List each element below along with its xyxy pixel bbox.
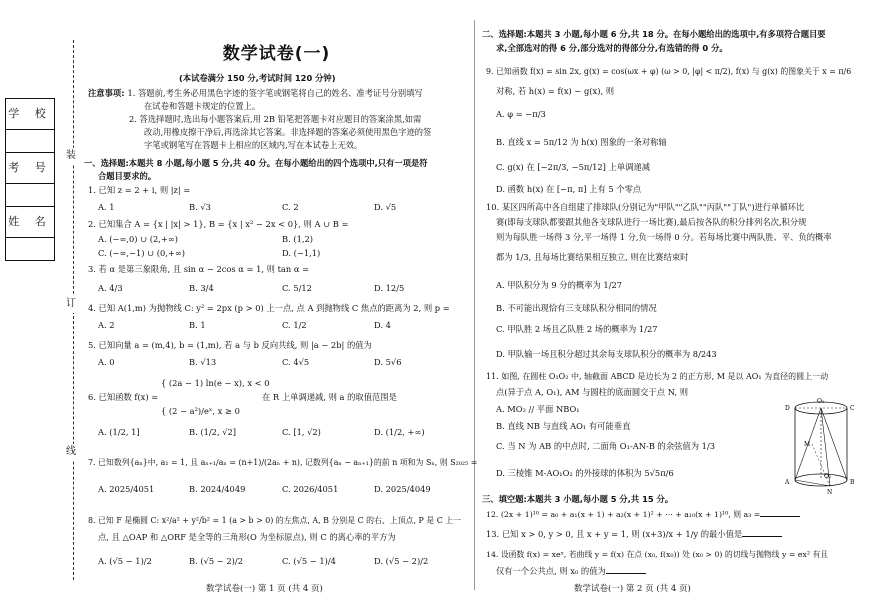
q6-option-c[interactable]: C. [1, √2) [282,427,321,437]
fig-label-n: N [827,489,833,496]
fig-label-a: A [785,479,790,486]
q1-option-b[interactable]: B. √3 [189,202,211,212]
notice-label: 注意事项: [88,88,125,98]
q3-option-b[interactable]: B. 3/4 [189,283,214,293]
q3-option-c[interactable]: C. 5/12 [282,283,312,293]
fig-label-d: D [785,405,790,412]
q9-option-b[interactable]: B. 直线 x = 5π/12 为 h(x) 图象的一条对称轴 [496,137,667,147]
q8-option-d[interactable]: D. (√5 − 2)/2 [374,556,429,566]
q1-option-d[interactable]: D. √5 [374,202,397,212]
q6-option-a[interactable]: A. (1/2, 1] [98,427,140,437]
q12-answer-blank[interactable] [760,516,800,517]
section-2-heading: 二、选择题:本题共 3 小题,每小题 6 分,共 18 分。在每小题给出的选项中,有多项符合题目要 [482,29,826,39]
q2-option-a[interactable]: A. (−∞,0) ∪ (2,+∞) [98,234,178,244]
q8-option-c[interactable]: C. (√5 − 1)/4 [282,556,336,566]
q8-option-b[interactable]: B. (√5 − 2)/2 [189,556,243,566]
q7-option-a[interactable]: A. 2025/4051 [98,484,155,494]
q2-stem: 2. 已知集合 A = {x | |x| > 1}, B = {x | x² − 2x < 0}, 则 A ∪ B = [88,219,349,229]
q10-option-a[interactable]: A. 甲队积分为 9 分的概率为 1/27 [496,280,623,290]
q2-option-b[interactable]: B. (1,2) [282,234,314,244]
bind-mark-ding: 订 [66,296,76,313]
section-2-heading-cont: 求,全部选对的得 6 分,部分选对的得部分分,有选错的得 0 分。 [496,43,728,53]
q13-stem: 13. 已知 x > 0, y > 0, 且 x + y = 1, 则 (x+3)/x + 1/y 的最小值是 [486,529,782,539]
q6-stem: 6. 已知函数 f(x) = [88,392,159,402]
notice-1a: 1. 答题前,考生务必用黑色字迹的签字笔或钢笔将自己的姓名、准考证号分别填写 [127,88,423,98]
q10-stem-4: 都为 1/3, 且每场比赛结果相互独立, 则在比赛结束时 [496,252,689,262]
notice-1b: 在试卷和答题卡规定的位置上。 [144,101,261,111]
q7-stem: 7. 已知数列{aₙ}中, a₁ = 1, 且 aₙ₊₁/aₙ = (n+1)/(2aₙ + n), 记数列{aₙ − aₙ₊₁}的前 n 项和为 Sₙ, 则 S₂₀₂₅ = [88,458,478,467]
q8-stem: 8. 已知 F 是椭圆 C: x²/a² + y²/b² = 1 (a > b > 0) 的左焦点, A, B 分别是 C 的右、上顶点, P 是 C 上一 [88,516,462,525]
q9-option-c[interactable]: C. g(x) 在 [−2π/3, −5π/12] 上单调递减 [496,162,651,172]
section-3-heading: 三、填空题:本题共 3 小题,每小题 5 分,共 15 分。 [482,494,674,504]
section-1-heading: 一、选择题:本题共 8 小题,每小题 5 分,共 40 分。在每小题给出的四个选项中,只有一项是符 [84,158,428,168]
q1-stem: 1. 已知 z = 2 + i, 则 |z| = [88,185,191,195]
q10-option-c[interactable]: C. 甲队胜 2 场且乙队胜 2 场的概率为 1/27 [496,324,658,334]
q13-answer-blank[interactable] [742,536,782,537]
q10-option-b[interactable]: B. 不可能出现恰有三支球队积分相同的情况 [496,303,657,313]
q5-option-c[interactable]: C. 4√5 [282,357,310,367]
name-field[interactable]: 姓 名 [6,207,54,238]
page-2-footer: 数学试卷(一) 第 2 页 (共 4 页) [574,584,691,594]
q11-stem-cont: 点(异于点 A, O₁), AM 与圆柱的底面圆交于点 N, 则 [496,387,689,397]
page-title: 数学试卷(一) [222,44,331,64]
q8-stem-cont: 点, 且 △OAP 和 △ORF 是全等的三角形(O 为坐标原点), 则 C 的离心率的平方为 [98,532,396,542]
notice-2b: 改动,用橡皮擦干净后,再选涂其它答案。非选择题的答案必须使用黑色字迹的签 [144,127,432,137]
q11-option-d[interactable]: D. 三棱锥 M-AO₁O₂ 的外接球的体积为 5√5π/6 [496,468,674,478]
q9-stem-cont: 对称, 若 h(x) = f(x) − g(x), 则 [496,86,615,96]
q9-stem: 9. 已知函数 f(x) = sin 2x, g(x) = cos(ωx + φ) (ω > 0, |φ| < π/2), f(x) 与 g(x) 的图象关于 x = π/6 [486,67,852,76]
q5-option-a[interactable]: A. 0 [98,357,115,367]
page-divider [474,20,475,590]
binding-strip [0,0,70,603]
name-blank[interactable] [6,238,54,260]
q11-stem: 11. 如图, 在圆柱 O₁O₂ 中, 轴截面 ABCD 是边长为 2 的正方形, M 是以 AO₁ 为直径的圆上一动 [486,372,829,381]
q5-option-d[interactable]: D. 5√6 [374,357,402,367]
q6-stem-cont: 在 R 上单调递减, 则 a 的取值范围是 [262,392,397,402]
fig-label-c: C [850,405,855,412]
q10-option-d[interactable]: D. 甲队输一场且积分超过其余每支球队积分的概率为 8/243 [496,349,717,359]
exam-number-field[interactable]: 考 号 [6,153,54,184]
school-blank[interactable] [6,130,54,153]
q10-stem-2: 赛(即每支球队都要跟其他各支球队进行一场比赛),最后按各队的积分排列名次,积分规 [496,217,807,227]
q14-answer-blank[interactable] [606,573,646,574]
q7-option-c[interactable]: C. 2026/4051 [282,484,339,494]
q6-option-d[interactable]: D. (1/2, +∞) [374,427,425,437]
student-info-box [5,98,55,261]
bind-mark-xian: 线 [66,444,76,461]
q4-option-c[interactable]: C. 1/2 [282,320,307,330]
q4-option-b[interactable]: B. 1 [189,320,206,330]
q3-stem: 3. 若 α 是第三象限角, 且 sin α − 2cos α = 1, 则 tan α = [88,264,310,274]
q4-stem: 4. 已知 A(1,m) 为抛物线 C: y² = 2px (p > 0) 上一点, 点 A 到抛物线 C 焦点的距离为 2, 则 p = [88,303,450,313]
q9-option-a[interactable]: A. φ = −π/3 [496,109,546,119]
fig-label-o2: O₂ [824,473,832,480]
notice-2a: 2. 答选择题时,选出每小题答案后,用 2B 铅笔把答题卡对应题目的答案涂黑,如需 [129,114,422,124]
q8-option-a[interactable]: A. (√5 − 1)/2 [98,556,152,566]
q4-option-d[interactable]: D. 4 [374,320,391,330]
school-field[interactable]: 学 校 [6,99,54,130]
q7-option-b[interactable]: B. 2024/4049 [189,484,246,494]
q6-piece-2: { (2 − a²)/eˣ, x ≥ 0 [161,406,240,416]
section-1-heading-cont: 合题目要求的。 [98,171,157,181]
q14-stem-cont: 仅有一个公共点, 则 x₀ 的值为 [496,566,646,576]
bind-mark-zhuang: 装 [66,148,76,165]
fig-label-b: B [850,479,855,486]
q7-option-d[interactable]: D. 2025/4049 [374,484,431,494]
q3-option-a[interactable]: A. 4/3 [98,283,123,293]
fig-label-o1: O₁ [817,398,825,405]
page-1-footer: 数学试卷(一) 第 1 页 (共 4 页) [206,584,323,594]
exam-subtitle: (本试卷满分 150 分,考试时间 120 分钟) [179,73,336,83]
fig-label-m: M [804,441,811,448]
q14-stem: 14. 设函数 f(x) = xeˣ, 若曲线 y = f(x) 在点 (x₀, f(x₀)) 处 (x₀ > 0) 的切线与抛物线 y = ex² 有且 [486,550,829,559]
q1-option-a[interactable]: A. 1 [98,202,115,212]
cylinder-figure [782,396,860,496]
q12-stem: 12. (2x + 1)¹⁰ = a₀ + a₁(x + 1) + a₂(x + 1)² + ··· + a₁₀(x + 1)¹⁰, 则 a₃ = [486,510,800,520]
q5-option-b[interactable]: B. √13 [189,357,217,367]
exam-number-blank[interactable] [6,184,54,207]
q6-option-b[interactable]: B. (1/2, √2] [189,427,237,437]
q5-stem: 5. 已知向量 a = (m,4), b = (1,m), 若 a 与 b 反向共线, 则 |a − 2b| 的值为 [88,340,372,350]
q9-option-d[interactable]: D. 函数 h(x) 在 [−π, π] 上有 5 个零点 [496,184,642,194]
q4-option-a[interactable]: A. 2 [98,320,115,330]
q11-option-a[interactable]: A. MO₂ // 平面 NBO₁ [496,404,580,414]
q10-stem-3: 则为每队胜一场得 3 分,平一场得 1 分,负一场得 0 分。若每场比赛中两队胜、平、负的概率 [496,232,832,242]
q11-option-c[interactable]: C. 当 N 为 AB 的中点时, 二面角 O₁-AN-B 的余弦值为 1/3 [496,441,716,451]
q6-piece-1: { (2a − 1) ln(e − x), x < 0 [161,378,270,388]
q1-option-c[interactable]: C. 2 [282,202,299,212]
q2-option-d[interactable]: D. (−1,1) [282,248,321,258]
q2-option-c[interactable]: C. (−∞,−1) ∪ (0,+∞) [98,248,186,258]
q11-option-b[interactable]: B. 直线 NB 与直线 AO₁ 有可能垂直 [496,421,631,431]
notice-2c: 字笔或钢笔写在答题卡上相应的区域内,写在本试卷上无效。 [144,140,363,150]
q3-option-d[interactable]: D. 12/5 [374,283,405,293]
q10-stem-1: 10. 某区四所高中各自组建了排球队(分别记为"甲队""乙队""丙队""丁队")进行单循环比 [486,202,805,212]
